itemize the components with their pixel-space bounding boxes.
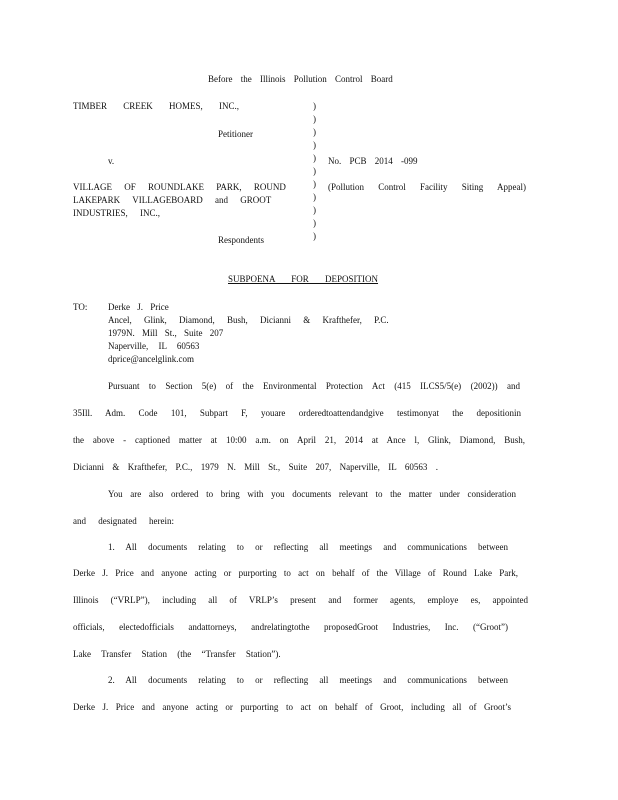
- respondent-line-2: LAKEPARK VILLAGEBOARD and GROOT: [73, 195, 272, 205]
- respondent-line-1: VILLAGE OF ROUNDLAKE PARK, ROUND: [73, 182, 286, 192]
- caption-paren-column: [313, 100, 316, 243]
- paren: ): [313, 205, 316, 215]
- item1-line-2: Derke J. Price and anyone acting or purporting to act on behalf of the Village of Round Lake Park,: [73, 568, 518, 578]
- paren: ): [313, 166, 316, 176]
- paren: ): [313, 140, 316, 150]
- paren: ): [313, 218, 316, 228]
- respondents-label: Respondents: [218, 235, 264, 245]
- to-label: TO:: [73, 302, 88, 312]
- to-line-2: Ancel, Glink, Diamond, Bush, Dicianni & Krafthefer, P.C.: [108, 315, 389, 325]
- item1-line-3: Illinois (“VRLP”), including all of VRLP’s present and former agents, employe es, appointed: [73, 595, 528, 605]
- to-line-4: Naperville, IL 60563: [108, 341, 200, 351]
- respondent-line-3: INDUSTRIES, INC.,: [73, 208, 161, 218]
- paren: ): [313, 101, 316, 111]
- to-email: dprice@ancelglink.com: [108, 354, 195, 364]
- paren: ): [313, 192, 316, 202]
- case-number: No. PCB 2014 -099: [328, 156, 418, 166]
- item1-line-5: Lake Transfer Station (the “Transfer Station”).: [73, 649, 281, 659]
- case-type: (Pollution Control Facility Siting Appeal): [328, 182, 526, 192]
- paren: ): [313, 127, 316, 137]
- petitioner-label: Petitioner: [218, 129, 253, 139]
- item2-line-1: 2. All documents relating to or reflecting all meetings and communications between: [108, 675, 508, 685]
- to-line-1: Derke J. Price: [108, 302, 169, 312]
- document-title: SUBPOENA FOR DEPOSITION: [228, 274, 379, 284]
- para1-line-2: 35Ill. Adm. Code 101, Subpart F, youare orderedtoattendandgive testimonyat the depositionin: [73, 408, 521, 418]
- paren: ): [313, 153, 316, 163]
- to-line-3: 1979N. Mill St., Suite 207: [108, 328, 224, 338]
- paren: ): [313, 231, 316, 241]
- versus-label: v.: [108, 156, 115, 166]
- para1-line-4: Dicianni & Krafthefer, P.C., 1979 N. Mill St., Suite 207, Naperville, IL 60563 .: [73, 462, 438, 472]
- paren: ): [313, 114, 316, 124]
- para2-line-2: and designated herein:: [73, 516, 174, 526]
- paren: ): [313, 179, 316, 189]
- petitioner-name: TIMBER CREEK HOMES, INC.,: [73, 101, 240, 111]
- item2-line-2: Derke J. Price and anyone acting or purporting to act on behalf of Groot, including all of Groot’s: [73, 702, 511, 712]
- para2-line-1: You are also ordered to bring with you documents relevant to the matter under consideration: [108, 489, 516, 499]
- item1-line-4: officials, electedofficials andattorneys, andrelatingtothe proposedGroot Industries, Inc. (“Groot”): [73, 622, 508, 632]
- para1-line-1: Pursuant to Section 5(e) of the Environmental Protection Act (415 ILCS5/5(e) (2002)) and: [108, 381, 520, 391]
- para1-line-3: the above - captioned matter at 10:00 a.m. on April 21, 2014 at Ance l, Glink, Diamond, Bush,: [73, 435, 525, 445]
- court-heading: Before the Illinois Pollution Control Board: [208, 74, 393, 84]
- item1-line-1: 1. All documents relating to or reflecting all meetings and communications between: [108, 542, 508, 552]
